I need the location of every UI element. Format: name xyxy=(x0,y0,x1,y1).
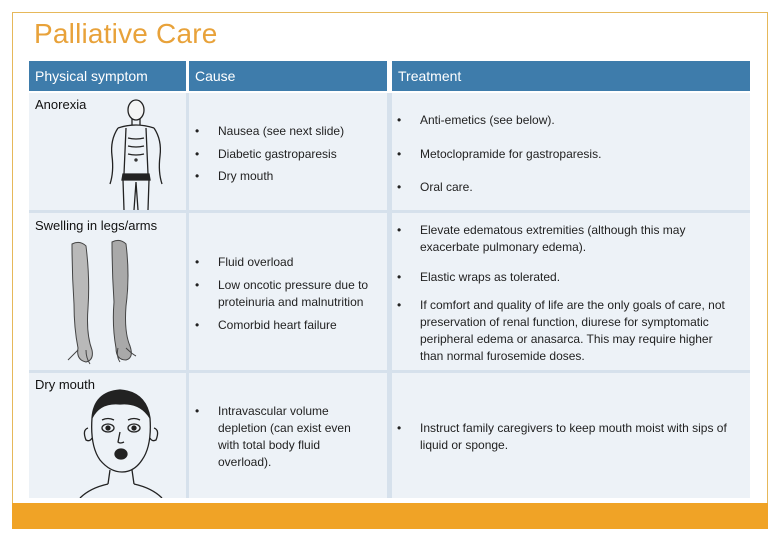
bullet-glyph: • xyxy=(397,298,402,312)
boy-face-illustration xyxy=(70,384,170,498)
symptom-label-anorexia: Anorexia xyxy=(35,97,87,112)
header-label: Physical symptom xyxy=(35,68,148,84)
page-title: Palliative Care xyxy=(34,18,218,49)
bullet-glyph: • xyxy=(195,147,200,161)
treatment-text: Metoclopramide for gastroparesis. xyxy=(420,147,602,161)
treatment-text: Oral care. xyxy=(420,180,473,194)
footer-accent-bar xyxy=(12,503,768,529)
bullet-glyph: • xyxy=(397,270,402,284)
cause-text: Nausea (see next slide) xyxy=(218,124,345,138)
cause-text: Intravascular volume depletion (can exist even with total body fluid overload). xyxy=(218,404,351,469)
bullet-glyph: • xyxy=(397,147,402,161)
cause-text: Diabetic gastroparesis xyxy=(218,147,337,161)
bullet-glyph: • xyxy=(397,421,402,435)
bullet-glyph: • xyxy=(195,278,200,292)
header-physical-symptom xyxy=(29,61,186,91)
bullet-glyph: • xyxy=(195,169,200,183)
header-label: Treatment xyxy=(398,68,462,84)
bullet-glyph: • xyxy=(397,223,402,237)
bullet-glyph: • xyxy=(195,255,200,269)
cause-text: Comorbid heart failure xyxy=(218,318,337,332)
bullet-glyph: • xyxy=(195,404,200,418)
symptom-label-swelling: Swelling in legs/arms xyxy=(35,218,158,233)
treatment-text: Elastic wraps as tolerated. xyxy=(420,270,561,284)
treatment-text: Elevate edematous extremities (although this may exacerbate pulmonary edema). xyxy=(420,223,686,254)
treatment-text: Instruct family caregivers to keep mouth moist with sips of liquid or sponge. xyxy=(420,421,727,452)
cause-text: Low oncotic pressure due to proteinuria and malnutrition xyxy=(218,278,369,309)
cause-text: Dry mouth xyxy=(218,169,274,183)
header-label: Cause xyxy=(195,68,236,84)
swollen-arm-illustration xyxy=(64,238,144,368)
cause-text: Fluid overload xyxy=(218,255,294,269)
header-treatment xyxy=(392,61,750,91)
treatment-text: If comfort and quality of life are the only goals of care, not preservation of renal function, diurese for symptomatic peripheral edema or anasarca. This may require higher than normal furosemide doses. xyxy=(420,298,725,363)
bullet-glyph: • xyxy=(195,318,200,332)
bullet-glyph: • xyxy=(195,124,200,138)
symptom-label-dry-mouth: Dry mouth xyxy=(35,377,95,392)
bullet-glyph: • xyxy=(397,180,402,194)
treatment-text: Anti-emetics (see below). xyxy=(420,113,555,127)
header-cause xyxy=(189,61,387,91)
emaciated-man-illustration xyxy=(96,96,176,212)
bullet-glyph: • xyxy=(397,113,402,127)
